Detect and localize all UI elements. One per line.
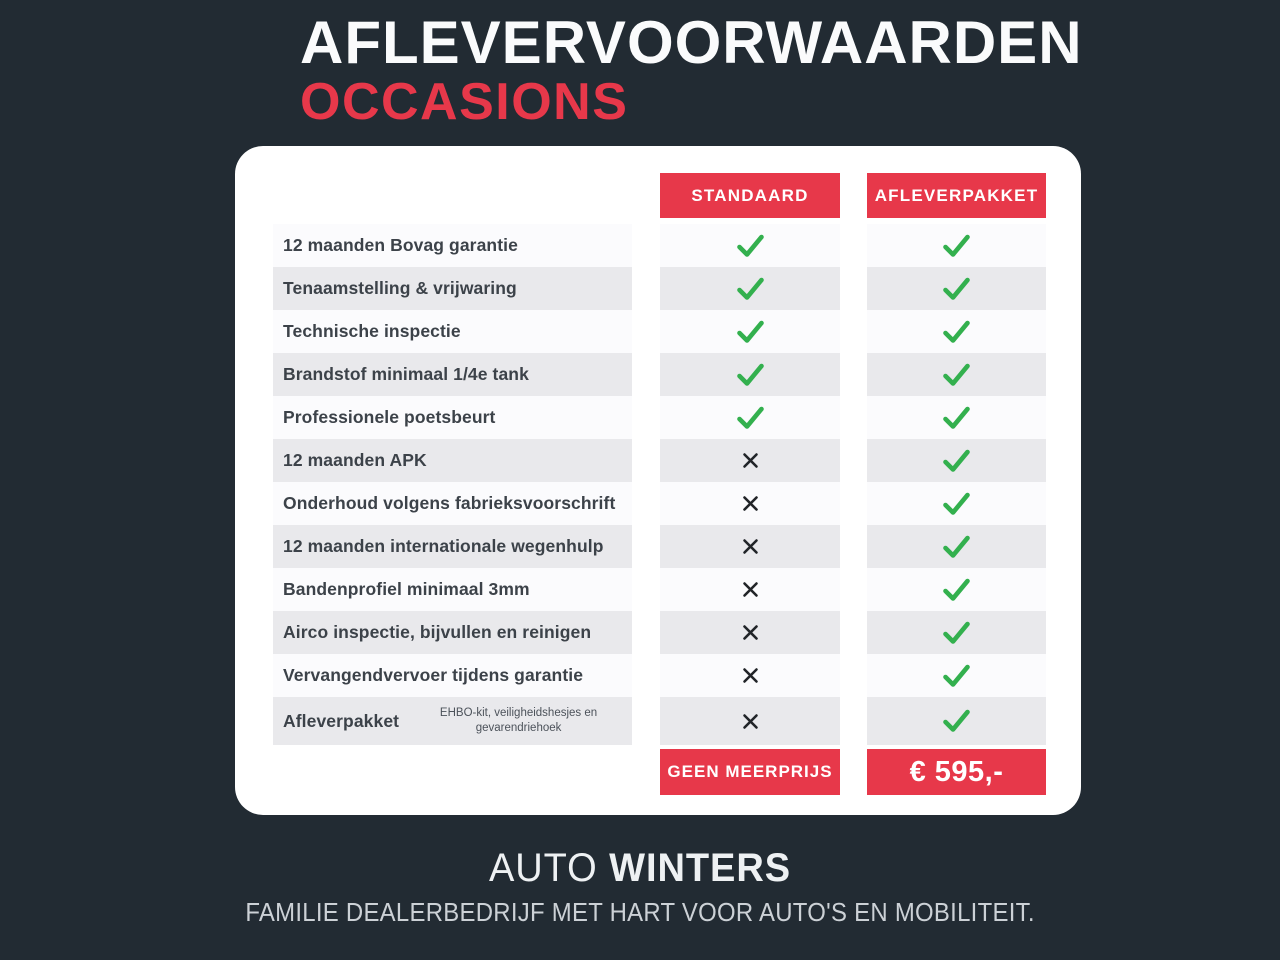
- cross-icon: [741, 451, 760, 470]
- check-icon: [942, 621, 971, 645]
- comparison-table: [273, 173, 1046, 795]
- cell-standaard: [660, 525, 840, 568]
- check-icon: [736, 234, 765, 258]
- cell-standaard: [660, 482, 840, 525]
- brand-tagline: FAMILIE DEALERBEDRIJF MET HART VOOR AUTO'S EN MOBILITEIT.: [245, 897, 1035, 927]
- price-standaard: GEEN MEERPRIJS: [660, 749, 840, 795]
- row-label-cell: [273, 224, 632, 267]
- table-body: [273, 224, 1046, 745]
- cross-icon: [741, 712, 760, 731]
- row-label-cell: [273, 525, 632, 568]
- table-row: [273, 697, 1046, 745]
- cross-icon: [741, 580, 760, 599]
- row-label: Vervangendvervoer tijdens garantie: [283, 665, 584, 685]
- brand-name: [489, 846, 791, 891]
- header-spacer: [273, 173, 632, 218]
- table-row: [273, 224, 1046, 267]
- row-label-cell: [273, 697, 632, 745]
- cell-afleverpakket: [867, 396, 1046, 439]
- price-row: [273, 749, 1046, 795]
- footer-brand: [0, 846, 1280, 928]
- check-icon: [942, 492, 971, 516]
- cross-icon: [741, 666, 760, 685]
- column-header-standaard: STANDAARD: [660, 173, 840, 218]
- cell-afleverpakket: [867, 224, 1046, 267]
- cell-standaard: [660, 310, 840, 353]
- row-label: Brandstof minimaal 1/4e tank: [283, 364, 529, 384]
- title-sub: OCCASIONS: [300, 73, 629, 132]
- cell-afleverpakket: [867, 482, 1046, 525]
- check-icon: [736, 363, 765, 387]
- row-label: 12 maanden APK: [283, 450, 427, 470]
- row-label-cell: [273, 396, 632, 439]
- cell-afleverpakket: [867, 310, 1046, 353]
- cross-icon: [741, 494, 760, 513]
- row-label: Professionele poetsbeurt: [283, 407, 496, 427]
- cell-afleverpakket: [867, 353, 1046, 396]
- row-label-cell: [273, 267, 632, 310]
- cross-icon: [741, 537, 760, 556]
- page-title: [300, 9, 1083, 132]
- check-icon: [942, 363, 971, 387]
- check-icon: [942, 406, 971, 430]
- table-row: [273, 396, 1046, 439]
- table-row: [273, 568, 1046, 611]
- brand-light: AUTO: [488, 846, 598, 890]
- cross-icon: [741, 623, 760, 642]
- title-main: AFLEVERVOORWAARDEN: [300, 9, 1083, 76]
- row-label-cell: [273, 310, 632, 353]
- check-icon: [942, 709, 971, 733]
- check-icon: [736, 320, 765, 344]
- table-row: [273, 310, 1046, 353]
- check-icon: [942, 449, 971, 473]
- row-label-cell: [273, 568, 632, 611]
- check-icon: [942, 578, 971, 602]
- check-icon: [942, 535, 971, 559]
- cell-standaard: [660, 224, 840, 267]
- check-icon: [942, 320, 971, 344]
- row-label-cell: [273, 611, 632, 654]
- table-row: [273, 482, 1046, 525]
- table-row: [273, 439, 1046, 482]
- cell-standaard: [660, 267, 840, 310]
- cell-standaard: [660, 353, 840, 396]
- cell-afleverpakket: [867, 654, 1046, 697]
- check-icon: [736, 406, 765, 430]
- comparison-card: [235, 146, 1081, 815]
- cell-afleverpakket: [867, 568, 1046, 611]
- table-row: [273, 267, 1046, 310]
- cell-standaard: [660, 654, 840, 697]
- row-label-cell: [273, 482, 632, 525]
- cell-standaard: [660, 697, 840, 745]
- cell-afleverpakket: [867, 439, 1046, 482]
- cell-afleverpakket: [867, 525, 1046, 568]
- row-label-cell: [273, 654, 632, 697]
- cell-afleverpakket: [867, 611, 1046, 654]
- row-label-cell: [273, 439, 632, 482]
- check-icon: [736, 277, 765, 301]
- row-label: Airco inspectie, bijvullen en reinigen: [283, 622, 592, 642]
- cell-afleverpakket: [867, 697, 1046, 745]
- row-note: EHBO-kit, veiligheidshesjes en gevarendriehoek: [439, 707, 598, 734]
- cell-standaard: [660, 568, 840, 611]
- check-icon: [942, 664, 971, 688]
- row-label: Onderhoud volgens fabrieksvoorschrift: [283, 493, 616, 513]
- price-afleverpakket: € 595,-: [867, 749, 1046, 795]
- row-label: 12 maanden Bovag garantie: [283, 235, 518, 255]
- cell-standaard: [660, 396, 840, 439]
- cell-afleverpakket: [867, 267, 1046, 310]
- check-icon: [942, 277, 971, 301]
- cell-standaard: [660, 611, 840, 654]
- row-label: Tenaamstelling & vrijwaring: [283, 278, 517, 298]
- row-label: Bandenprofiel minimaal 3mm: [283, 579, 530, 599]
- table-row: [273, 353, 1046, 396]
- cell-standaard: [660, 439, 840, 482]
- row-label-cell: [273, 353, 632, 396]
- row-label: Technische inspectie: [283, 321, 461, 341]
- row-label: Afleverpakket: [283, 710, 400, 731]
- table-row: [273, 654, 1046, 697]
- row-label: 12 maanden internationale wegenhulp: [283, 536, 604, 556]
- table-row: [273, 611, 1046, 654]
- table-row: [273, 525, 1046, 568]
- column-header-afleverpakket: AFLEVERPAKKET: [867, 173, 1046, 218]
- brand-bold: WINTERS: [609, 846, 792, 890]
- price-spacer: [273, 749, 632, 795]
- table-header-row: [273, 173, 1046, 218]
- check-icon: [942, 234, 971, 258]
